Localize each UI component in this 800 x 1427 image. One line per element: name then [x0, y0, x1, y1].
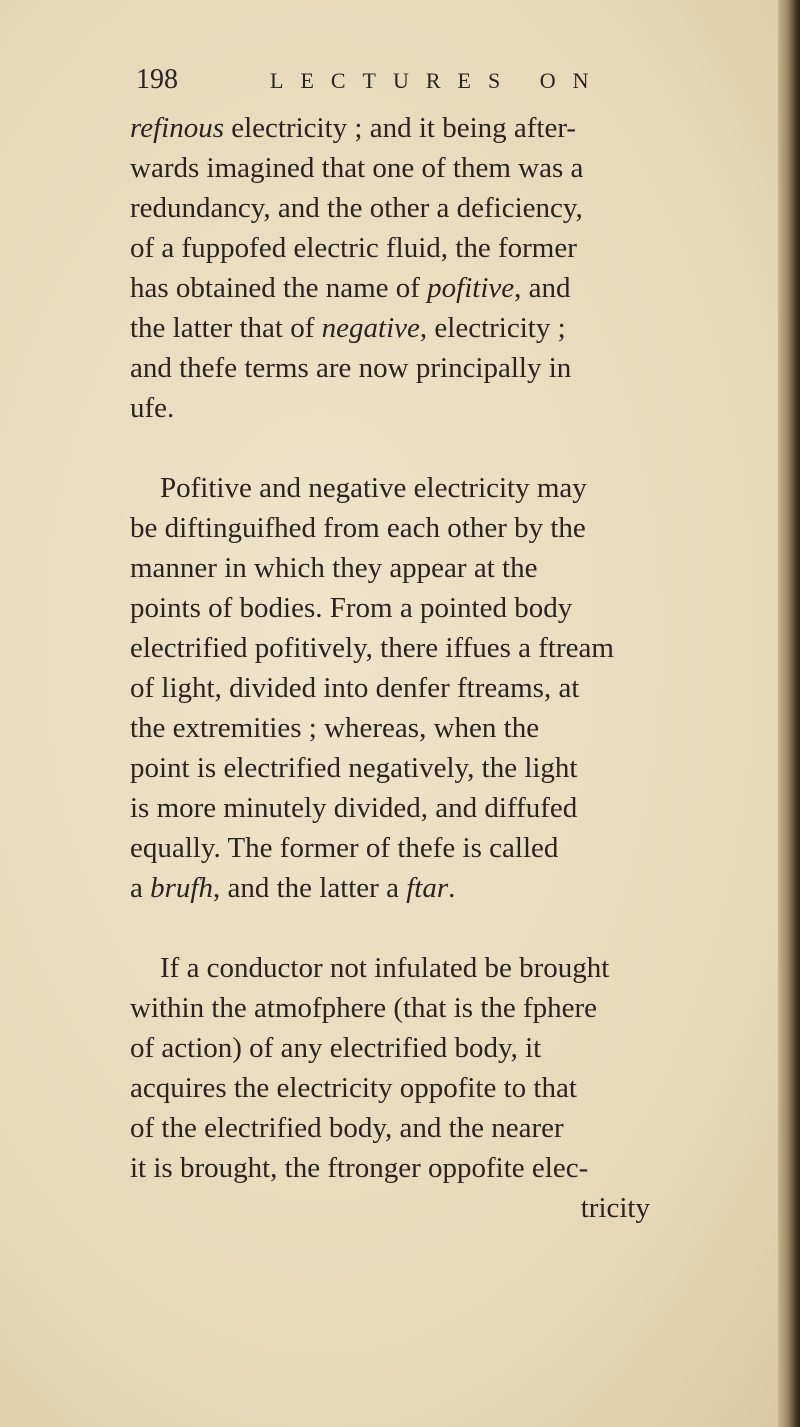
italic-word: ftar	[406, 872, 449, 904]
text-line: it is brought, the ftronger oppofite elec-	[130, 1152, 589, 1184]
text-line: ufe.	[130, 392, 175, 424]
running-head: LECTURES ON	[270, 68, 606, 93]
text-line: electrified pofitively, there iffues a ftream	[130, 632, 614, 664]
text-line: If a conductor not infulated be brought	[160, 952, 610, 984]
text-line: has obtained the name of pofitive, and	[130, 272, 571, 304]
text-line: manner in which they appear at the	[130, 552, 538, 584]
text-line: of action) of any electrified body, it	[130, 1032, 542, 1064]
paragraph-gap	[130, 908, 650, 948]
page-number: 198	[136, 64, 178, 95]
body-text	[130, 108, 650, 1228]
page-header	[136, 64, 656, 104]
text-line: Pofitive and negative electricity may	[160, 472, 587, 504]
italic-word: refinous	[130, 112, 224, 144]
text-line: and thefe terms are now principally in	[130, 352, 572, 384]
text-line: the extremities ; whereas, when the	[130, 712, 540, 744]
italic-word: pofitive	[427, 272, 515, 304]
text-line: points of bodies. From a pointed body	[130, 592, 573, 624]
page-binding-edge	[778, 0, 800, 1427]
text-line: redundancy, and the other a deficiency,	[130, 192, 583, 224]
italic-word: brufh	[150, 872, 213, 904]
catchword: tricity	[580, 1192, 650, 1224]
text-line: wards imagined that one of them was a	[130, 152, 584, 184]
paragraph-gap	[130, 428, 650, 468]
text-line: within the atmofphere (that is the fphere	[130, 992, 598, 1024]
text-line: the latter that of negative, electricity ;	[130, 312, 566, 344]
text-line: of a fuppofed electric fluid, the former	[130, 232, 577, 264]
text-line: point is electrified negatively, the light	[130, 752, 578, 784]
text-line: is more minutely divided, and diffufed	[130, 792, 578, 824]
text-line: a brufh, and the latter a ftar.	[130, 872, 456, 904]
text-line: refinous electricity ; and it being after-	[130, 112, 577, 144]
text-line: equally. The former of thefe is called	[130, 832, 559, 864]
text-line: of light, divided into denfer ftreams, at	[130, 672, 580, 704]
text-line: of the electrified body, and the nearer	[130, 1112, 564, 1144]
text-line: be diftinguifhed from each other by the	[130, 512, 586, 544]
italic-word: negative	[321, 312, 420, 344]
text-line: acquires the electricity oppofite to that	[130, 1072, 577, 1104]
